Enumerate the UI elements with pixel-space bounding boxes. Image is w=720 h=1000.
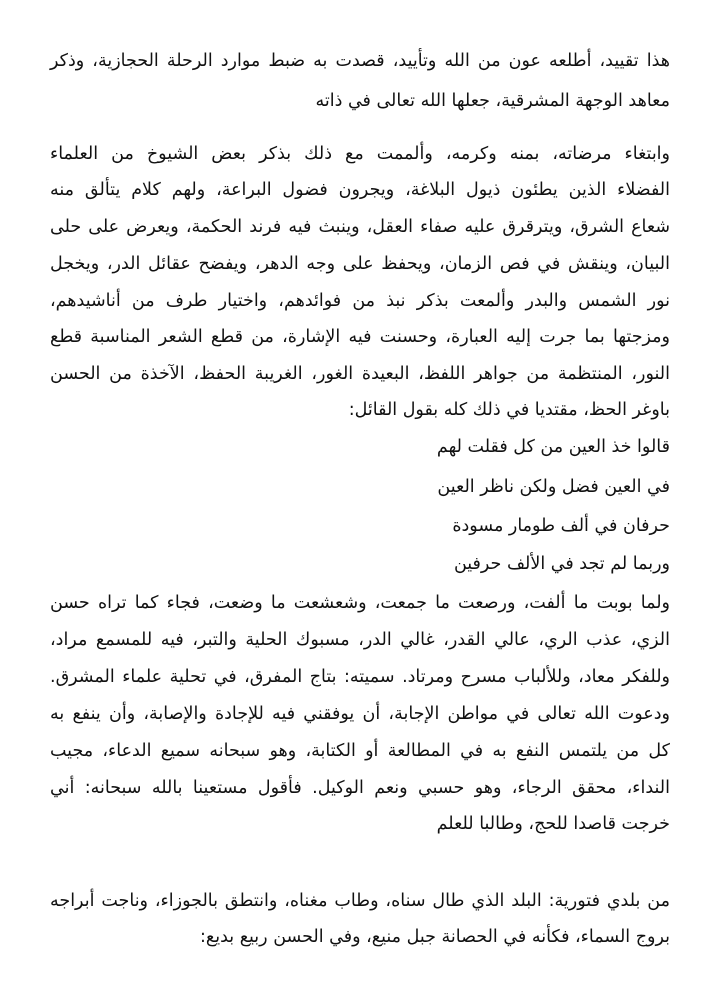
- paragraph-2-line-5: نور الشمس والبدر وألمعت بذكر نبذ من فوائدهم، واختيار طرف من أناشيدهم،: [50, 291, 670, 311]
- paragraph-2-line-8: باوغر الحظ، مقتديا في ذلك كله بقول القائل:: [348, 400, 670, 420]
- paragraph-5-line-2: بروج السماء، فكأنه في الحصانة جبل منيع، وفي الحسن ربيع بديع:: [200, 927, 670, 947]
- paragraph-2-line-2: الفضلاء الذين يطئون ذيول البلاغة، ويجرون فضول البراعة، ولهم كلام يتألق منه: [50, 180, 670, 200]
- verse-line-2: في العين فضل ولكن ناظر العين: [437, 477, 670, 497]
- verse-line-1: قالوا خذ العين من كل فقلت لهم: [436, 437, 670, 457]
- paragraph-4-line-6: النداء، محقق الرجاء، وهو حسبي ونعم الوكيل. فأقول مستعينا بالله سبحانه: أني: [50, 778, 670, 798]
- paragraph-4-line-2: الزي، عذب الري، عالي القدر، غالي الدر، مسبوك الحلية والتبر، فيه للمسمع مراد،: [50, 630, 670, 650]
- paragraph-2-line-1: وابتغاء مرضاته، بمنه وكرمه، وألممت مع ذلك بذكر بعض الشيوخ من العلماء: [50, 144, 670, 164]
- paragraph-2-line-7: النور، المنتظمة من جواهر اللفظ، البعيدة الغور، الغريبة الحفظ، الآخذة من الحسن: [50, 364, 670, 384]
- paragraph-2-line-6: ومزجتها بما جرت إليه العبارة، وحسنت فيه الإشارة، من قطع الشعر المناسبة قطع: [50, 327, 670, 347]
- paragraph-4-line-1: ولما بوبت ما ألفت، ورصعت ما جمعت، وشعشعت ما وضعت، فجاء كما تراه حسن: [50, 593, 670, 613]
- paragraph-5-line-1: من بلدي فتورية: البلد الذي طال سناه، وطاب مغناه، وانتطق بالجوزاء، وناجت أبراجه: [50, 891, 670, 911]
- paragraph-4-line-5: كل من يلتمس النفع به في المطالعة أو الكتابة، وهو سبحانه سميع الدعاء، مجيب: [50, 741, 670, 761]
- paragraph-4-line-7: خرجت قاصدا للحج، وطالبا للعلم: [436, 814, 670, 834]
- paragraph-1-line-2: معاهد الوجهة المشرقية، جعلها الله تعالى في ذاته: [315, 91, 670, 111]
- paragraph-2-line-4: البيان، وينقش في فص الزمان، ويحفظ على وجه الدهر، ويفضح عقائل الدر، ويخجل: [50, 254, 670, 274]
- paragraph-4-line-4: ودعوت الله تعالى في مواطن الإجابة، أن يوفقني فيه للإجادة والإصابة، وأن ينفع به: [50, 704, 670, 724]
- paragraph-2-line-3: شعاع الشرق، ويترقرق عليه صفاء العقل، وينبث فيه فرند الحكمة، ويعرض على حلى: [50, 217, 670, 237]
- verse-line-3: حرفان في ألف طومار مسودة: [452, 516, 670, 536]
- paragraph-1-line-1: هذا تقييد، أطلعه عون من الله وتأييد، قصدت به ضبط موارد الرحلة الحجازية، وذكر: [50, 51, 670, 71]
- paragraph-4-line-3: وللفكر معاد، وللألباب مسرح ومرتاد. سميته: بتاج المفرق، في تحلية علماء المشرق.: [50, 667, 670, 687]
- verse-line-4: وربما لم تجد في الألف حرفين: [453, 554, 670, 574]
